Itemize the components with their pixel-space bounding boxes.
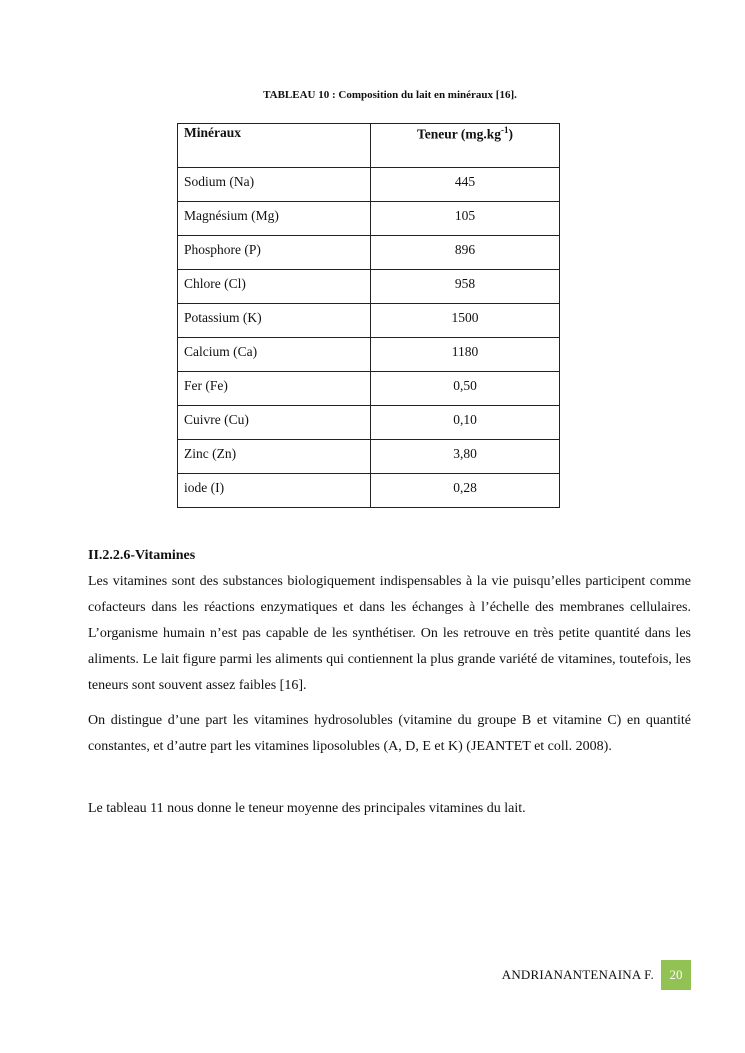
mineral-value: 0,28 bbox=[371, 474, 560, 508]
table-row bbox=[178, 474, 560, 508]
table-row bbox=[178, 372, 560, 406]
mineral-value: 0,50 bbox=[371, 372, 560, 406]
mineral-name: Magnésium (Mg) bbox=[178, 202, 371, 236]
paragraph: Le tableau 11 nous donne le teneur moyenne des principales vitamines du lait. bbox=[88, 801, 526, 816]
mineral-value: 3,80 bbox=[371, 440, 560, 474]
minerals-table bbox=[177, 123, 560, 508]
table-row bbox=[178, 406, 560, 440]
mineral-name: Chlore (Cl) bbox=[178, 270, 371, 304]
table-row bbox=[178, 202, 560, 236]
mineral-value: 1180 bbox=[371, 338, 560, 372]
header-content-prefix: Teneur (mg.kg bbox=[416, 126, 501, 142]
mineral-name: Zinc (Zn) bbox=[178, 440, 371, 474]
mineral-value: 958 bbox=[371, 270, 560, 304]
page-number-badge: 20 bbox=[661, 960, 691, 990]
header-minerals: Minéraux bbox=[178, 124, 371, 168]
table-row bbox=[178, 236, 560, 270]
mineral-value: 105 bbox=[371, 202, 560, 236]
table-row bbox=[178, 168, 560, 202]
mineral-value: 896 bbox=[371, 236, 560, 270]
mineral-name: Potassium (K) bbox=[178, 304, 371, 338]
header-content bbox=[371, 124, 560, 168]
mineral-name: Calcium (Ca) bbox=[178, 338, 371, 372]
mineral-name: iode (I) bbox=[178, 474, 371, 508]
mineral-value: 0,10 bbox=[371, 406, 560, 440]
table-row bbox=[178, 270, 560, 304]
footer-author: ANDRIANANTENAINA F. bbox=[501, 967, 654, 982]
table-caption: TABLEAU 10 : Composition du lait en minéraux [16]. bbox=[263, 89, 517, 101]
paragraph: Les vitamines sont des substances biologiquement indispensables à la vie puisqu’elles participent comme cofacteurs dans les réactions enzymatiques et dans les échanges à l’échelle des membranes cellulaires. L’organisme humain n’est pas capable de les synthétiser. On les retrouve en très petite quantité dans les aliments. Le lait figure parmi les aliments qui contiennent la plus grande variété de vitamines, toutefois, les teneurs sont souvent assez faibles [16]. bbox=[88, 574, 691, 693]
paragraph: On distingue d’une part les vitamines hydrosolubles (vitamine du groupe B et vitamine C) en quantité constantes, et d’autre part les vitamines liposolubles (A, D, E et K) (JEANTET et coll. 2008). bbox=[88, 713, 691, 754]
table-row bbox=[178, 338, 560, 372]
mineral-value: 445 bbox=[371, 168, 560, 202]
mineral-name: Sodium (Na) bbox=[178, 168, 371, 202]
table-row bbox=[178, 304, 560, 338]
section-heading: II.2.2.6-Vitamines bbox=[88, 548, 196, 563]
table-header-row bbox=[178, 124, 560, 168]
header-content-suffix: ) bbox=[508, 126, 513, 142]
header-content-exponent: -1 bbox=[501, 125, 509, 135]
mineral-name: Fer (Fe) bbox=[178, 372, 371, 406]
mineral-name: Phosphore (P) bbox=[178, 236, 371, 270]
table-row bbox=[178, 440, 560, 474]
mineral-value: 1500 bbox=[371, 304, 560, 338]
mineral-name: Cuivre (Cu) bbox=[178, 406, 371, 440]
